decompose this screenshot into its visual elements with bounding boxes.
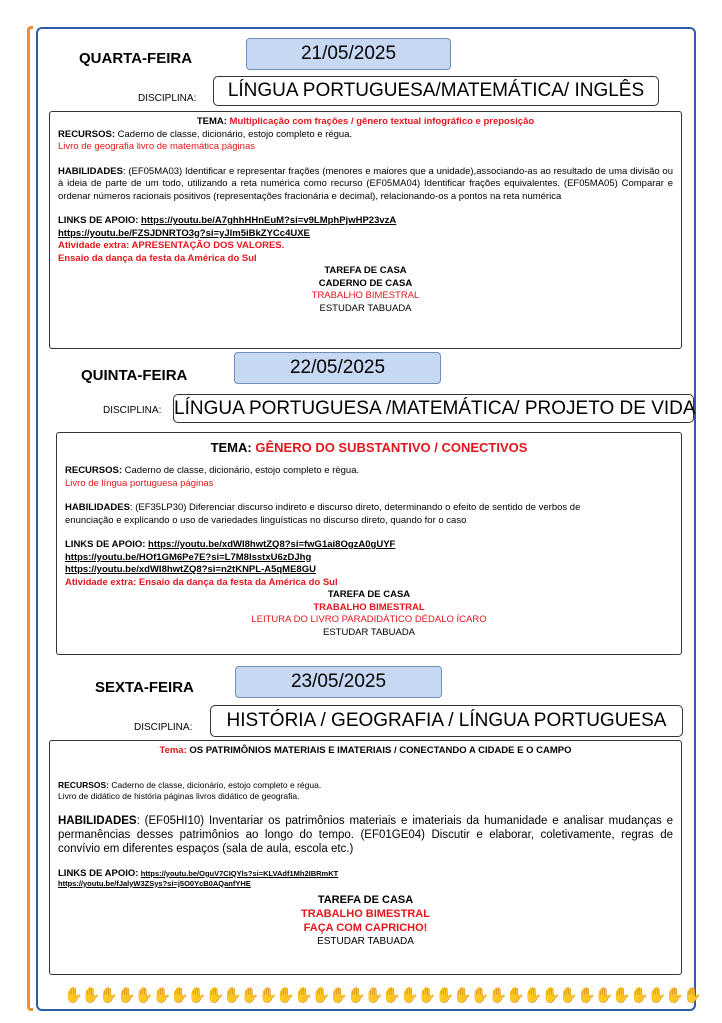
hand-print-icon: ✋ [647, 987, 666, 1004]
hand-print-icon: ✋ [187, 987, 206, 1004]
disciplina-label: DISCIPLINA: [134, 722, 193, 733]
day-title-thursday: QUINTA-FEIRA [81, 367, 188, 384]
hand-print-icon: ✋ [81, 987, 100, 1004]
homework-reading: LEITURA DO LIVRO PARADIDÁTICO DÉDALO ÍCARO [251, 614, 487, 625]
tema-line: TEMA: GÊNERO DO SUBSTANTIVO / CONECTIVOS [210, 440, 528, 455]
hand-print-icon: ✋ [594, 987, 613, 1004]
disciplina-label: DISCIPLINA: [138, 93, 197, 104]
tema-line: TEMA: Multiplicação com frações / gênero textual infográfico e preposição [196, 116, 535, 127]
day-title-friday: SEXTA-FEIRA [95, 679, 194, 696]
habilidades-text: HABILIDADES: (EF05MA03) Identificar e representar frações (menores e maiores que a unidade),associando-as ao resultado de uma divisão ou à ideia de parte de um todo, utilizando a reta numérica como recurso (EF05MA04) Identificar frações equivalentes. (EF05MA05) Comparar e ordenar números racionais positivos (representações fracionária e decimal), relacionando-os a pontos na reta numérica [58, 165, 673, 202]
hand-print-icon: ✋ [134, 987, 153, 1004]
recursos-line: RECURSOS: Caderno de classe, dicionário, estojo completo e régua. [58, 779, 322, 790]
recursos-line: RECURSOS: Caderno de classe, dicionário, estojo completo e régua. [65, 465, 360, 476]
hand-print-icon: ✋ [99, 987, 118, 1004]
hand-print-icon: ✋ [382, 987, 401, 1004]
hand-print-icon: ✋ [453, 987, 471, 1004]
hand-print-icon: ✋ [64, 987, 82, 1004]
hand-print-icon: ✋ [152, 987, 171, 1004]
support-link[interactable]: https://youtu.be/OguV7CIQYls?si=KLVAdf1Mh2IBRmKT [140, 868, 339, 878]
left-orange-border [27, 26, 33, 1011]
hand-print-icon: ✋ [470, 987, 489, 1004]
links-line: LINKS DE APOIO: https://youtu.be/A7ghhHHnEuM?si=v9LMphPjwHP23vzA [58, 215, 397, 226]
hand-print-icon: ✋ [417, 987, 436, 1004]
homework-study: ESTUDAR TABUADA [319, 302, 412, 314]
lesson-card-wednesday [49, 111, 682, 349]
homework-capricho: FAÇA COM CAPRICHO! [303, 921, 428, 934]
date-box-thursday: 22/05/2025 [234, 352, 441, 384]
extra-activity: Ensaio da dança da festa da América do Sul [58, 252, 257, 264]
lesson-card-thursday [56, 432, 682, 655]
hand-print-icon: ✋ [117, 987, 135, 1004]
date-box-wednesday: 21/05/2025 [246, 38, 451, 70]
homework-title: TAREFA DE CASA [327, 589, 411, 600]
recursos-line: RECURSOS: Caderno de classe, dicionário, estojo completo e régua. [58, 128, 353, 140]
homework-title: TAREFA DE CASA [324, 265, 407, 276]
links-line: LINKS DE APOIO: https://youtu.be/OguV7CIQYls?si=KLVAdf1Mh2IBRmKT [58, 867, 339, 879]
hand-print-icon: ✋ [559, 987, 577, 1004]
hand-print-icon: ✋ [293, 987, 312, 1004]
hand-print-icon: ✋ [435, 987, 454, 1004]
homework-study: ESTUDAR TABUADA [322, 626, 416, 638]
hand-print-icon: ✋ [576, 987, 595, 1004]
hand-print-icon: ✋ [400, 987, 418, 1004]
hand-print-icon: ✋ [364, 987, 383, 1004]
hand-print-icon: ✋ [329, 987, 347, 1004]
disciplina-box-wednesday: LÍNGUA PORTUGUESA/MATEMÁTICA/ INGLÊS [213, 76, 659, 106]
homework-item: CADERNO DE CASA [318, 277, 413, 289]
extra-activity: Atividade extra: Ensaio da dança da festa da América do Sul [65, 576, 338, 588]
homework-title: TAREFA DE CASA [317, 893, 414, 906]
disciplina-box-friday: HISTÓRIA / GEOGRAFIA / LÍNGUA PORTUGUESA [210, 705, 683, 737]
support-link[interactable]: https://youtu.be/FZSJDNRTO3g?si=yJlm5iBkZYCc4UXE [58, 227, 310, 239]
hands-decoration [64, 985, 701, 1005]
disciplina-box-thursday: LÍNGUA PORTUGUESA /MATEMÁTICA/ PROJETO DE VIDA [173, 394, 694, 423]
lesson-card-friday [49, 740, 682, 975]
tema-text: Multiplicação com frações / gênero textual infográfico e preposição [229, 116, 535, 127]
support-link[interactable]: https://youtu.be/HOf1GM6Pe7E?si=L7M8lsstxU6zDJhg [65, 551, 312, 563]
recursos-extra: Livro de geografia livro de matemática páginas [58, 141, 255, 152]
hand-print-icon: ✋ [630, 987, 648, 1004]
hand-print-icon: ✋ [347, 987, 365, 1004]
extra-activity: Atividade extra: APRESENTAÇÃO DOS VALORES. [58, 240, 285, 251]
recursos-extra: Livro de didático de história páginas livros didático de geografia. [58, 790, 300, 801]
hand-print-icon: ✋ [311, 987, 330, 1004]
tema-line: Tema: OS PATRIMÔNIOS MATERIAIS E IMATERIAIS / CONECTANDO A CIDADE E O CAMPO [159, 745, 572, 756]
hand-print-icon: ✋ [523, 987, 542, 1004]
disciplina-label: DISCIPLINA: [103, 405, 162, 416]
homework-work: TRABALHO BIMESTRAL [313, 601, 425, 613]
links-line: LINKS DE APOIO: https://youtu.be/xdWI8hwtZQ8?si=fwG1ai8OgzA0gUYF [65, 539, 396, 550]
hand-print-icon: ✋ [258, 987, 277, 1004]
recursos-extra: Livro de língua portuguesa páginas [65, 477, 214, 489]
hand-print-icon: ✋ [541, 987, 560, 1004]
support-link[interactable]: https://youtu.be/xdWI8hwtZQ8?si=fwG1ai8OgzA0gUYF [148, 539, 396, 550]
hand-print-icon: ✋ [276, 987, 294, 1004]
hand-print-icon: ✋ [488, 987, 507, 1004]
date-box-friday: 23/05/2025 [235, 666, 442, 698]
tema-text: OS PATRIMÔNIOS MATERIAIS E IMATERIAIS / CONECTANDO A CIDADE E O CAMPO [189, 745, 572, 756]
hand-print-icon: ✋ [223, 987, 241, 1004]
habilidades-text: HABILIDADES: (EF35LP30) Diferenciar discurso indireto e discurso direto, determinando o efeito de sentido de verbos de enunciação e explicando o uso de variedades linguísticas no discurso direto, quando for o caso [65, 502, 581, 526]
support-link[interactable]: https://youtu.be/fJalyW3ZSys?si=j5O0YcB0AQanfYHE [58, 878, 251, 888]
homework-work: TRABALHO BIMESTRAL [301, 907, 430, 920]
hand-print-icon: ✋ [683, 987, 701, 1004]
homework-work: TRABALHO BIMESTRAL [311, 290, 420, 301]
hand-print-icon: ✋ [506, 987, 524, 1004]
support-link[interactable]: https://youtu.be/xdWI8hwtZQ8?si=n2tKNPL-A5qME8GU [65, 564, 316, 575]
homework-study: ESTUDAR TABUADA [317, 935, 414, 947]
tema-text: GÊNERO DO SUBSTANTIVO / CONECTIVOS [255, 440, 528, 455]
hand-print-icon: ✋ [240, 987, 259, 1004]
hand-print-icon: ✋ [612, 987, 630, 1004]
hand-print-icon: ✋ [205, 987, 224, 1004]
habilidades-text: HABILIDADES: (EF05HI10) Inventariar os patrimônios materiais e imateriais da humanidade e analisar mudanças e permanências desses patrimônios ao longo do tempo. (EF01GE04) Discutir e elaborar, coletivamente, regras de convívio em diferentes espaços (sala de aula, escola etc.) [58, 814, 673, 855]
support-link[interactable]: https://youtu.be/A7ghhHHnEuM?si=v9LMphPjwHP23vzA [141, 215, 397, 226]
day-title-wednesday: QUARTA-FEIRA [79, 50, 193, 67]
hand-print-icon: ✋ [665, 987, 684, 1004]
hand-print-icon: ✋ [170, 987, 188, 1004]
